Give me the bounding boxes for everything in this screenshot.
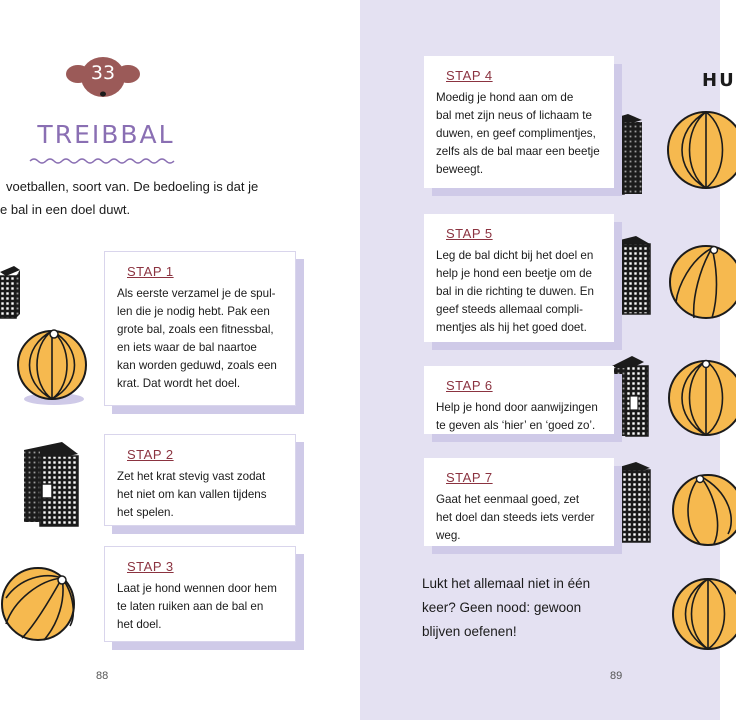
left-page bbox=[0, 0, 360, 720]
step-label: STAP 4 bbox=[446, 68, 493, 83]
ball-icon bbox=[668, 576, 736, 654]
step-card-1 bbox=[104, 251, 296, 406]
step-card-3 bbox=[104, 546, 296, 642]
intro-text: voetballen, soort van. De bedoeling is dat je e bal in een doel duwt. bbox=[0, 179, 259, 217]
crate-icon bbox=[612, 462, 654, 544]
ball-icon bbox=[666, 242, 736, 322]
step-text: Laat je hond wennen door hem te laten ruiken aan de bal en het doel. bbox=[117, 582, 277, 631]
step-card-6 bbox=[424, 366, 614, 434]
step-text: Leg de bal dicht bij het doel en help je hond een beetje om de bal in die richting te duwen. En geef steeds allemaal compli- mentjes als hij het goed doet. bbox=[436, 249, 594, 334]
crate-icon bbox=[608, 236, 654, 318]
step-card-2 bbox=[104, 434, 296, 526]
outro-text: Lukt het allemaal niet in één keer? Geen nood: gewoon blijven oefenen! bbox=[422, 576, 591, 639]
chapter-number: 33 bbox=[90, 62, 116, 84]
ball-icon bbox=[670, 470, 736, 548]
ball-icon bbox=[0, 564, 80, 646]
step-label: STAP 2 bbox=[127, 447, 174, 462]
step-text: Zet het krat stevig vast zodat het niet om kan vallen tijdens het spelen. bbox=[117, 470, 267, 519]
step-card-4 bbox=[424, 56, 614, 188]
right-page bbox=[360, 0, 736, 720]
page-number: 89 bbox=[610, 670, 623, 682]
heading-fragment: HU bbox=[702, 70, 736, 91]
step-text: Moedig je hond aan om de bal met zijn neus of lichaam te duwen, en geef complimentjes, zelfs als de bal maar een beetje beweegt. bbox=[436, 91, 600, 176]
step-text: Als eerste verzamel je de spul- len die je nodig hebt. Pak een grote bal, zoals een fitnessbal, en iets waar de bal naartoe kan worden geduwd, zoals een krat. Dat wordt het doel. bbox=[117, 287, 277, 390]
crate-icon bbox=[0, 266, 22, 322]
step-text: Help je hond door aanwijzingen te geven als ‘hier’ en ‘goed zo’. bbox=[436, 401, 598, 432]
step-label: STAP 6 bbox=[446, 378, 493, 393]
step-label: STAP 3 bbox=[127, 559, 174, 574]
step-label: STAP 7 bbox=[446, 470, 493, 485]
page-title: TREIBBAL bbox=[37, 120, 175, 149]
step-text: Gaat het eenmaal goed, zet het doel dan steeds iets verder weg. bbox=[436, 493, 595, 542]
ball-icon bbox=[666, 356, 736, 438]
crate-icon bbox=[22, 440, 80, 528]
step-label: STAP 1 bbox=[127, 264, 174, 279]
wavy-divider bbox=[30, 156, 180, 166]
page-number: 88 bbox=[96, 670, 109, 682]
step-card-5 bbox=[424, 214, 614, 342]
ball-icon bbox=[664, 108, 736, 194]
ball-icon bbox=[14, 325, 92, 407]
step-label: STAP 5 bbox=[446, 226, 493, 241]
step-card-7 bbox=[424, 458, 614, 546]
